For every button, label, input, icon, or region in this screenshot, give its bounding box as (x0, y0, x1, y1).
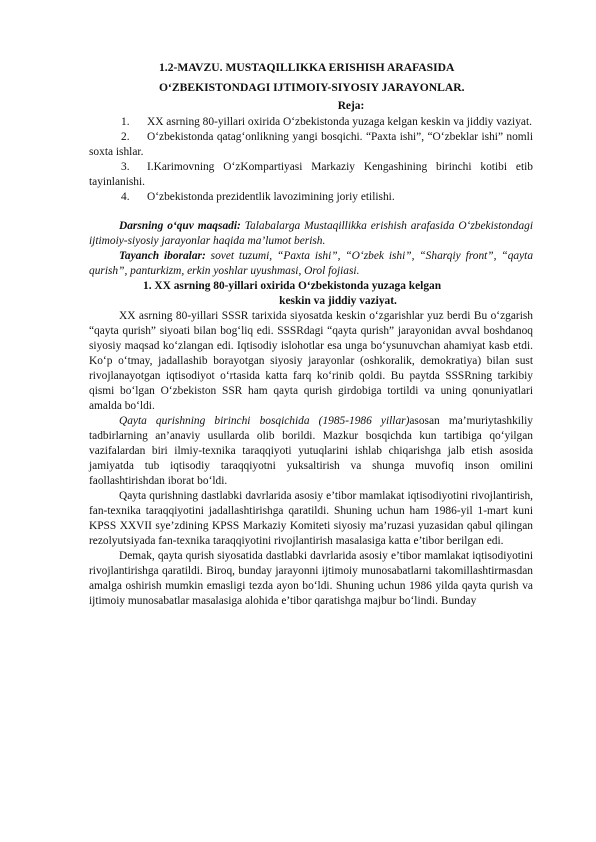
plan-item (89, 115, 533, 130)
plan-heading: Reja: (337, 100, 365, 112)
paragraph: Demak, qayta qurish siyosatida dastlabki davrlarida asosiy e’tibor mamlakat iqtisodiyotini rivojlantirishga qaratildi. Biroq, bunday jarayonni ijtimoiy munosabatlarni takomillashtirmasdan amalga oshirish mumkin emasligi tezda ayon bo‘ldi. Shuning uchun 1986 yilda qayta qurish va ijtimoiy munosabatlar masalasiga alohida e’tibor qaratishga majbur bo‘lindi. Bunday (89, 550, 533, 607)
title-line-1: 1.2-MAVZU. MUSTAQILLIKKA ERISHISH ARAFASIDA (159, 61, 455, 74)
title-line-2: O‘ZBEKISTONDAGI IJTIMOIY-SIYOSIY JARAYONLAR. (159, 81, 465, 94)
plan-item-text: O‘zbekistonda qatag‘onlikning yangi bosqichi. “Paxta ishi”, “O‘zbeklar ishi” nomli soxta ishlar. (89, 131, 533, 158)
plan-item-number: 4. (121, 191, 130, 203)
plan-item-text: XX asrning 80-yillari oxirida O‘zbekistonda yuzaga kelgan keskin va jiddiy vaziyat. (147, 116, 532, 128)
plan-item (89, 160, 533, 190)
section-heading-line-2: keskin va jiddiy vaziyat. (279, 295, 397, 307)
paragraph-text: asosan ma’muriytashkiliy tadbirlarning an’anaviy usullarda olib borildi. Mazkur bosqichda kun tartibiga qo‘yilgan vazifalardan biri ilmiy-texnika taraqqiyoti yutuqlarini ishlab chiqarishga jalb etish asosida jamiyatda tub iqtisodiy taraqqiyotni yuksaltirish va shunga muvofiq inson omilini faollashtirishdan iborat bo‘ldi. (89, 415, 533, 487)
plan-item-number: 3. (121, 161, 130, 173)
plan-item-number: 1. (121, 116, 130, 128)
plan-item (89, 190, 533, 205)
plan-item-number: 2. (121, 131, 130, 143)
plan-item-text: O‘zbekistonda prezidentlik lavozimining joriy etilishi. (147, 191, 395, 203)
plan-item (89, 130, 533, 160)
paragraph: XX asrning 80-yillari SSSR tarixida siyosatda keskin o‘zgarishlar yuz berdi Bu o‘zgarish “qayta qurish” siyoati bilan bog‘liq edi. SSSRdagi “qayta qurish” jarayonidan avval boshdanoq siyosiy maqsad ko‘zlangan edi. Iqtisodiy islohotlar esa unga bo‘ysunuvchan ahamiyat kasb etdi. Ko‘p o‘tmay, jadallashib borayotgan siyosiy jarayonlar (oshkoralik, demokratiya) bilan sust rivojlanayotgan iqtisodiyot o‘rtasida katta farq ko‘rinib qoldi. Bu paytda SSSRning tarkibiy qismi bo‘lgan O‘zbekiston SSR ham qayta qurish girdobiga tortildi va uning qonuniyatlari amalda bo‘ldi. (89, 310, 533, 412)
lesson-goal (89, 219, 533, 249)
section-heading-line-1: 1. XX asrning 80-yillari oxirida O‘zbekistonda yuzaga kelgan (143, 280, 442, 292)
document-page (89, 58, 533, 609)
keywords-label: Tayanch iboralar: (119, 250, 206, 262)
keywords (89, 249, 533, 279)
lesson-goal-label: Darsning o‘quv maqsadi: (119, 220, 241, 232)
spacer (89, 205, 533, 219)
paragraph-italic-lead: Qayta qurishning birinchi bosqichida (1985-1986 yillar) (119, 415, 410, 427)
page-title (89, 58, 533, 98)
paragraph: Qayta qurishning dastlabki davrlarida asosiy e’tibor mamlakat iqtisodiyotini rivojlantirish, fan-texnika taraqqiyotini jadallashtirishga qaratildi. Shuning uchun ham 1986-yil 1-mart kuni KPSS XXVII sye’zdining KPSS Markaziy Komiteti siyosiy ma’ruzasi yuzasidan qabul qilingan rezolyutsiyada fan-texnika taraqqiyotini rivojlantirish masalasiga katta e’tibor berilgan edi. (89, 490, 533, 547)
plan-item-text: I.Karimovning O‘zKompartiyasi Markaziy Kengashining birinchi kotibi etib tayinlanishi. (89, 161, 533, 188)
keywords-text: sovet tuzumi, “Paxta ishi”, “O‘zbek ishi”, “Sharqiy front”, “qayta qurish”, panturkizm, erkin yoshlar uyushmasi, Orol fojiasi. (89, 250, 534, 277)
section-heading (89, 279, 533, 309)
paragraph (89, 414, 533, 489)
lesson-goal-text: Talabalarga Mustaqillikka erishish arafasida O‘zbekistondagi ijtimoiy-siyosiy jarayonlar haqida ma’lumot berish. (89, 220, 533, 247)
